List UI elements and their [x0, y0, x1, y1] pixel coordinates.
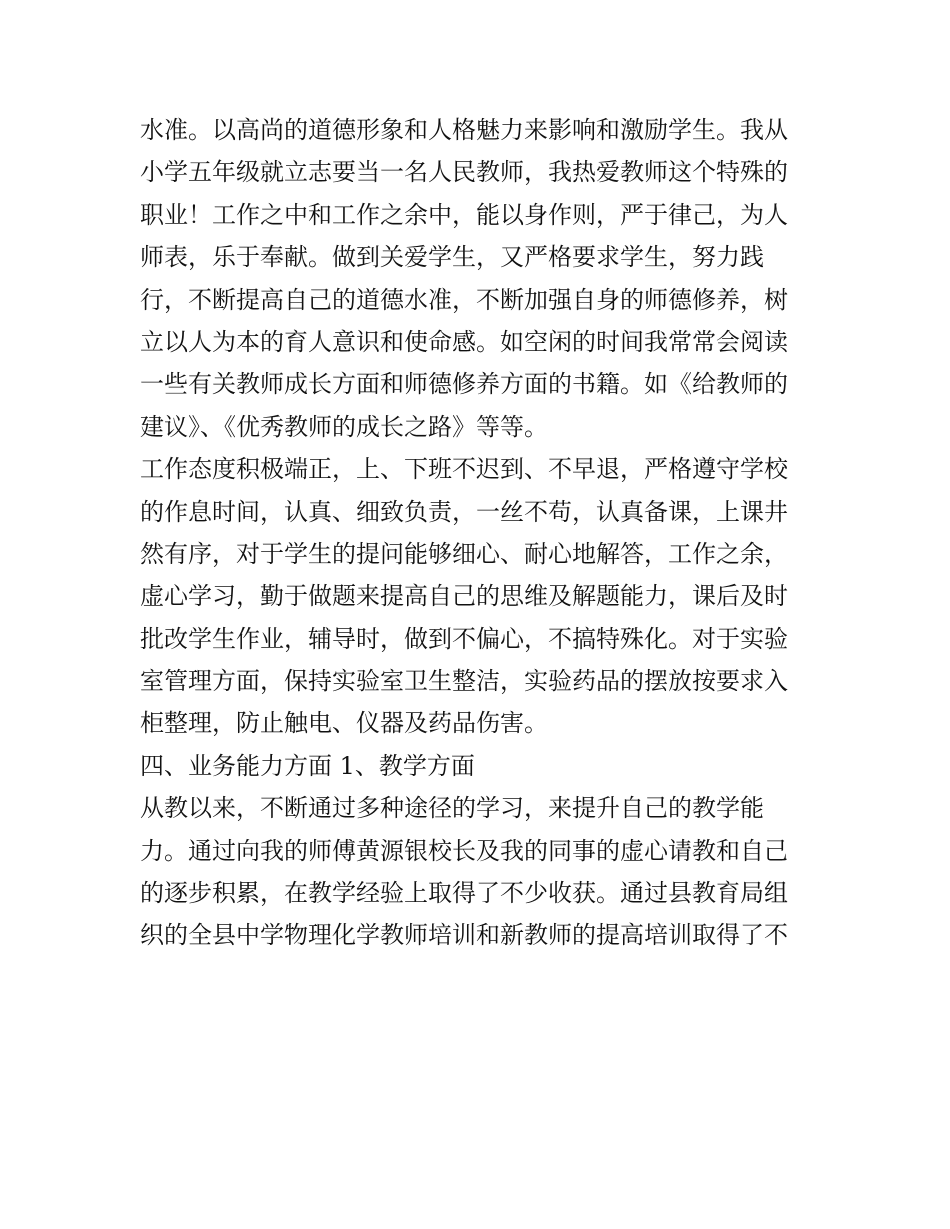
text-line: 织的全县中学物理化学教师培训和新教师的提高培训取得了不 — [140, 921, 788, 950]
text-line: 的逐步积累，在教学经验上取得了不少收获。通过县教育局组 — [140, 879, 788, 908]
text-line: 师表，乐于奉献。做到关爱学生，又严格要求学生，努力践 — [140, 243, 764, 272]
text-line: 行，不断提高自己的道德水准，不断加强自身的师德修养，树 — [140, 285, 788, 314]
text-line: 力。通过向我的师傅黄源银校长及我的同事的虚心请教和自己 — [140, 836, 788, 865]
text-line: 从教以来，不断通过多种途径的学习，来提升自己的教学能 — [140, 794, 764, 823]
text-line: 一些有关教师成长方面和师德修养方面的书籍。如《给教师的 — [140, 370, 788, 399]
text-line: 立以人为本的育人意识和使命感。如空闲的时间我常常会阅读 — [140, 327, 788, 356]
text-line: 建议》、《优秀教师的成长之路》等等。 — [140, 412, 548, 441]
text-line: 的作息时间，认真、细致负责，一丝不苟，认真备课，上课井 — [140, 497, 788, 526]
text-line: 室管理方面，保持实验室卫生整洁，实验药品的摆放按要求入 — [140, 667, 788, 696]
text-line: 水准。以高尚的道德形象和人格魅力来影响和激励学生。我从 — [140, 116, 788, 144]
text-line: 虚心学习，勤于做题来提高自己的思维及解题能力，课后及时 — [140, 582, 788, 611]
body-text — [140, 109, 820, 957]
text-line: 职业！工作之中和工作之余中，能以身作则，严于律己，为人 — [140, 200, 788, 229]
text-line: 然有序，对于学生的提问能够细心、耐心地解答，工作之余， — [140, 539, 788, 568]
text-line: 柜整理，防止触电、仪器及药品伤害。 — [140, 709, 548, 738]
text-line: 工作态度积极端正，上、下班不迟到、不早退，严格遵守学校 — [140, 455, 788, 484]
text-line: 小学五年级就立志要当一名人民教师，我热爱教师这个特殊的 — [140, 158, 788, 187]
text-line: 批改学生作业，辅导时，做到不偏心，不搞特殊化。对于实验 — [140, 624, 788, 653]
section-heading: 四、业务能力方面 1、教学方面 — [140, 751, 475, 780]
